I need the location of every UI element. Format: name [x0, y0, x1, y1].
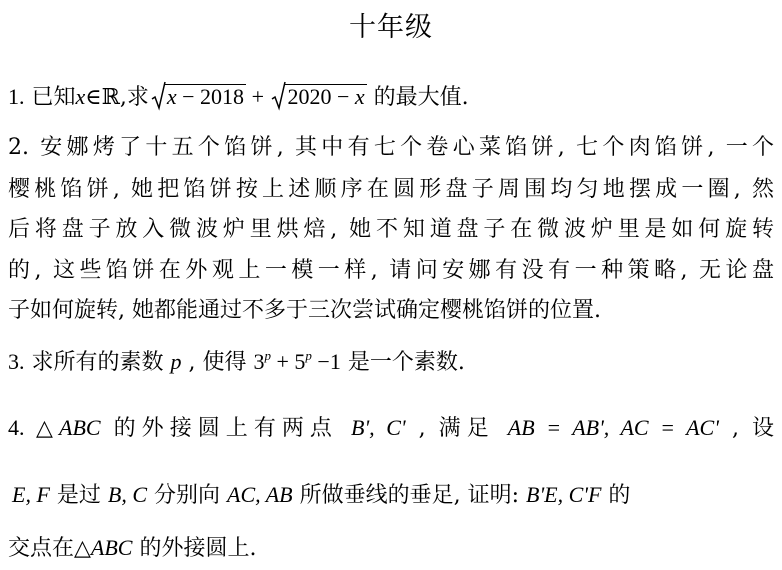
q4-line-1	[8, 413, 774, 444]
q3-text-3: 是一个素数.	[340, 350, 465, 375]
q4-equations: AB = AB', AC = AC'	[507, 415, 719, 440]
q4-triangle: △	[24, 415, 60, 440]
q1-number: 1.	[8, 84, 25, 109]
q1-in-symbol: ∈	[85, 84, 102, 109]
q4-acab: AC, AB	[227, 482, 293, 507]
q4-text-3: , 设	[718, 416, 774, 441]
q1-rad1-rest: − 2018	[176, 84, 245, 109]
q1-rad2-num: 2020 −	[287, 84, 355, 109]
q1-rad2-var: x	[354, 84, 365, 109]
q1-text-2: ,求	[119, 85, 149, 110]
page-title: 十年级	[349, 12, 433, 43]
q4-line-3	[8, 533, 774, 564]
q4-ef: E, F	[12, 482, 50, 507]
q1-var-x: x	[75, 84, 86, 109]
radical-icon	[151, 79, 167, 111]
q4-bece: B'E, C'F	[526, 482, 602, 507]
q4-text-2: , 满足	[405, 416, 508, 441]
q1-sqrt-2	[271, 83, 366, 113]
q3-base-3: 3	[253, 349, 265, 374]
q4-bc: B, C	[107, 482, 148, 507]
q2-line-4: 的, 这些馅饼在外观上一模一样, 请问安娜有没有一种策略, 无论盘	[8, 258, 774, 283]
q1-text-1: 已知	[31, 85, 76, 110]
q4-text-6: 所做垂线的垂足, 证明:	[292, 483, 526, 508]
q2-line-3: 后将盘子放入微波炉里烘焙, 她不知道盘子在微波炉里是如何旋转	[8, 217, 774, 242]
q3-minus-one: −1	[311, 349, 341, 374]
q3-exp-1: p	[264, 348, 271, 363]
q4-text-1: 的外接圆上有两点	[100, 416, 352, 441]
q3-number: 3.	[8, 349, 25, 374]
q3-exp-2: p	[305, 348, 312, 363]
q3-var-p: p	[170, 349, 182, 374]
q2-line-5: 子如何旋转, 她都能通过不多于三次尝试确定樱桃馅饼的位置.	[8, 298, 601, 323]
question-3	[8, 347, 774, 380]
q4-abc: ABC	[59, 415, 101, 440]
q1-sqrt-1	[151, 83, 246, 113]
q4-abc-2: ABC	[90, 535, 133, 560]
radical-icon	[271, 79, 287, 111]
q3-plus: +	[270, 349, 295, 374]
q2-line-1: 2. 安娜烤了十五个馅饼, 其中有七个卷心菜馅饼, 七个肉馅饼, 一个	[8, 135, 774, 160]
q4-number: 4.	[8, 415, 25, 440]
q4-points: B', C'	[351, 415, 406, 440]
q4-text-8: 交点在△	[8, 536, 91, 561]
q1-real-set: ℝ	[101, 84, 120, 109]
q4-text-7: 的	[601, 483, 631, 508]
q4-text-9: 的外接圆上.	[132, 536, 257, 561]
q1-plus: +	[246, 84, 270, 109]
q3-text-2: , 使得	[181, 350, 254, 375]
q3-text-1: 求所有的素数	[24, 350, 171, 375]
q1-rad1-var: x	[166, 84, 177, 109]
q2-line-2: 樱桃馅饼, 她把馅饼按上述顺序在圆形盘子周围均匀地摆成一圈, 然	[8, 177, 774, 202]
q4-text-4: 是过	[49, 483, 108, 508]
q4-text-5: 分别向	[147, 483, 228, 508]
question-1	[8, 82, 774, 113]
q4-line-2	[8, 480, 774, 511]
q3-base-5: 5	[294, 349, 306, 374]
q1-text-3: 的最大值.	[366, 85, 469, 110]
